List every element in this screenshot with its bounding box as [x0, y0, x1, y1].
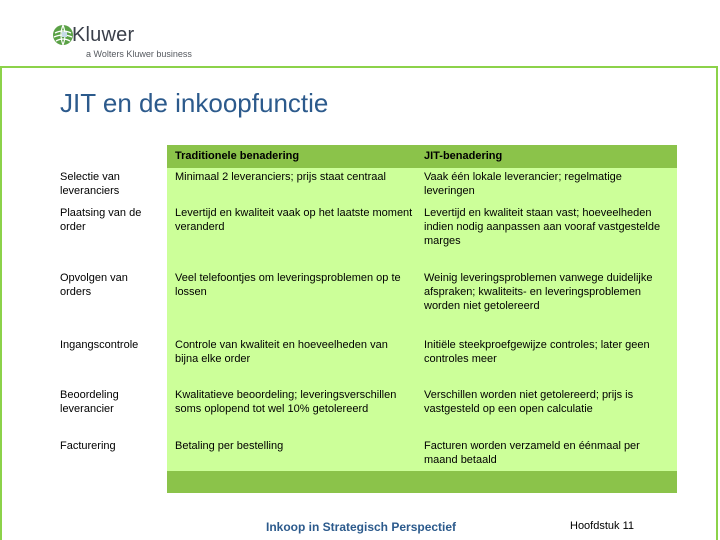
cell-jit: Levertijd en kwaliteit staan vast; hoeveelheden indien nodig aanpassen aan vooraf vastgestelde marges [424, 207, 661, 247]
cell-jit: Vaak één lokale leverancier; regelmatige leveringen [424, 171, 622, 197]
row-label: Facturering [60, 440, 116, 452]
header-traditional: Traditionele benadering [175, 150, 300, 162]
cell-traditional: Minimaal 2 leveranciers; prijs staat centraal [175, 171, 386, 183]
row-label: Ingangscontrole [60, 339, 139, 351]
row-label: Selectie van leveranciers [60, 171, 120, 197]
cell-traditional: Kwalitatieve beoordeling; leveringsverschillen soms oplopend tot wel 10% getolereerd [175, 389, 397, 415]
row-label: Beoordeling leverancier [60, 389, 119, 415]
cell-jit: Weinig leveringsproblemen vanwege duidelijke afspraken; kwaliteits- en leveringsproblemen worden niet getolereerd [424, 272, 653, 312]
globe-icon [52, 24, 74, 46]
row-label: Plaatsing van de order [60, 207, 142, 233]
table-footer-band [167, 471, 677, 493]
cell-jit: Facturen worden verzameld en éénmaal per maand betaald [424, 440, 640, 466]
footer-chapter: Hoofdstuk 11 [570, 520, 635, 532]
logo-name: Kluwer [72, 24, 135, 46]
slide-title: JIT en de inkoopfunctie [60, 88, 329, 118]
header-jit: JIT-benadering [424, 150, 503, 162]
cell-traditional: Veel telefoontjes om leveringsproblemen op te lossen [175, 272, 401, 298]
cell-traditional: Controle van kwaliteit en hoeveelheden van bijna elke order [175, 339, 388, 365]
cell-jit: Verschillen worden niet getolereerd; prijs is vastgesteld op een open calculatie [424, 389, 634, 415]
cell-jit: Initiële steekproefgewijze controles; later geen controles meer [424, 339, 650, 365]
cell-traditional: Levertijd en kwaliteit vaak op het laatste moment veranderd [175, 207, 413, 233]
logo-tagline: a Wolters Kluwer business [86, 49, 192, 59]
row-label: Opvolgen van orders [60, 272, 128, 298]
cell-traditional: Betaling per bestelling [175, 440, 284, 452]
footer-book-title: Inkoop in Strategisch Perspectief [266, 520, 457, 534]
